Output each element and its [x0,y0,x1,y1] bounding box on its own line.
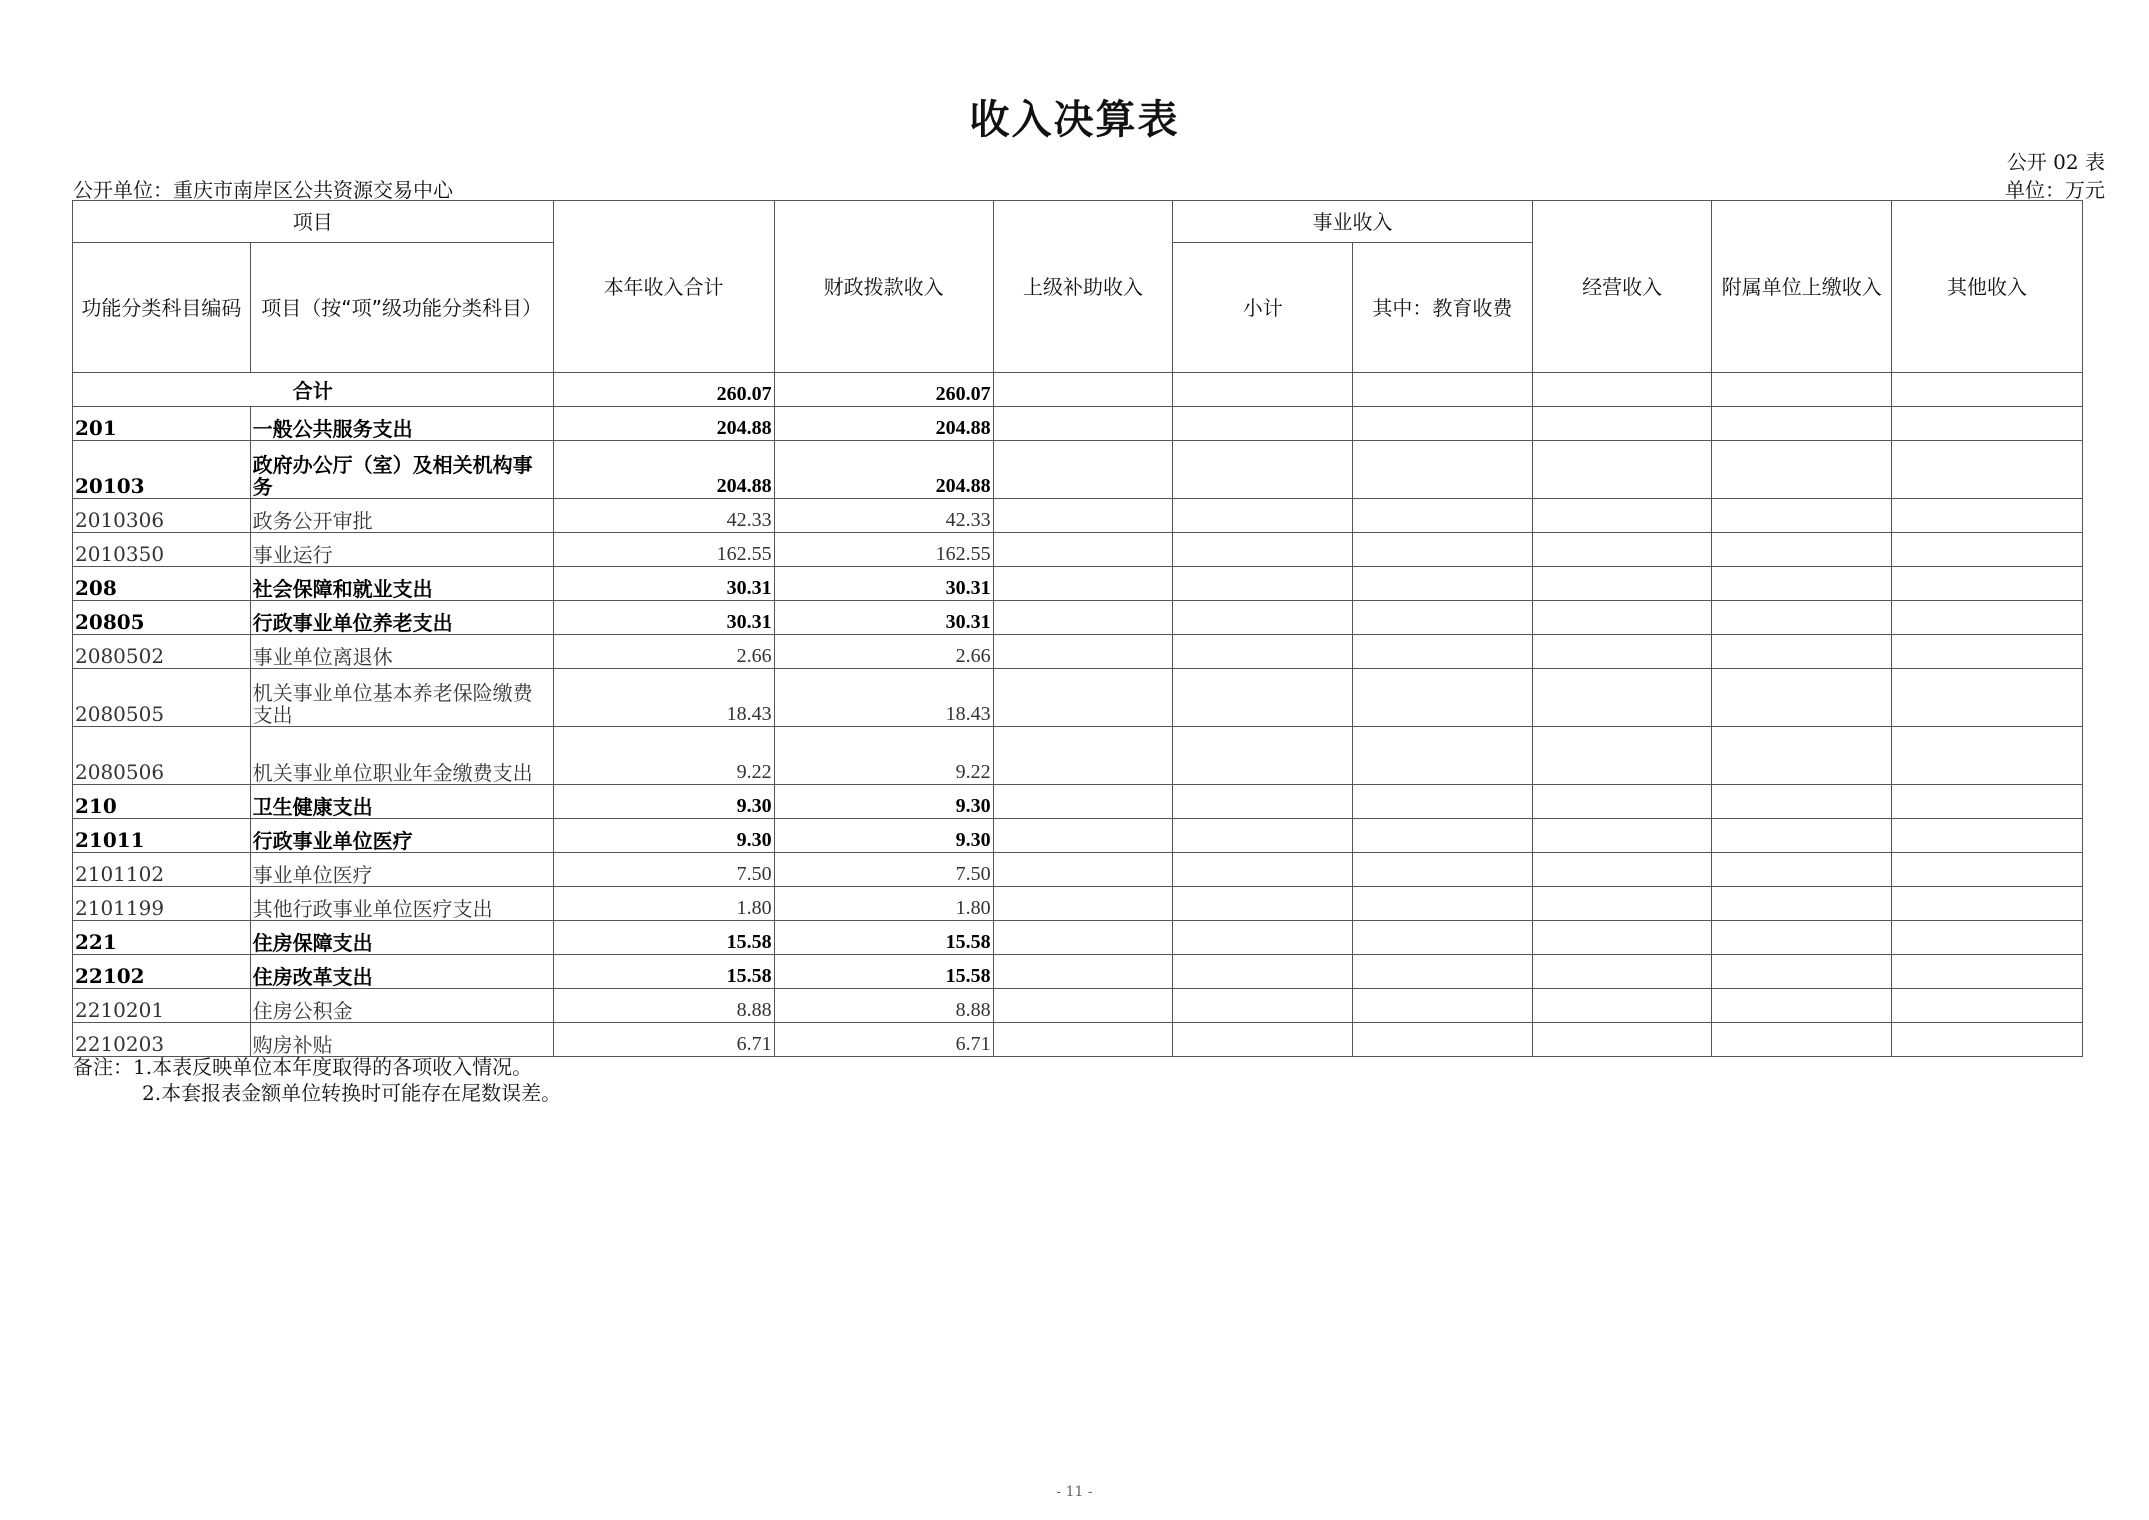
empty-cell [1712,635,1892,669]
empty-cell [1353,921,1533,955]
table-row [73,887,2083,921]
empty-cell [1892,989,2083,1023]
empty-cell [1173,635,1353,669]
row-name: 事业单位医疗 [250,853,553,887]
table-row [73,601,2083,635]
table-row [73,533,2083,567]
empty-cell [1532,785,1712,819]
row-total: 15.58 [553,955,774,989]
row-fiscal: 15.58 [774,955,993,989]
row-code: 20805 [73,601,251,635]
empty-cell [993,567,1173,601]
empty-cell [1173,669,1353,727]
row-total: 8.88 [553,989,774,1023]
row-total: 15.58 [553,921,774,955]
table-row [73,955,2083,989]
table-row [73,567,2083,601]
row-fiscal: 9.22 [774,727,993,785]
row-total: 9.30 [553,785,774,819]
header-affiliated: 附属单位上缴收入 [1712,201,1892,373]
empty-cell [1353,853,1533,887]
row-name: 购房补贴 [250,1023,553,1057]
empty-cell [1892,921,2083,955]
income-table [72,200,2083,1057]
empty-cell [1173,499,1353,533]
note-2: 2.本套报表金额单位转换时可能存在尾数误差。 [142,1081,562,1105]
empty-cell [1173,887,1353,921]
table-row [73,669,2083,727]
row-total: 9.30 [553,819,774,853]
row-total: 1.80 [553,887,774,921]
row-fiscal: 18.43 [774,669,993,727]
table-row [73,1023,2083,1057]
row-name: 卫生健康支出 [250,785,553,819]
table-row [73,989,2083,1023]
empty-cell [993,887,1173,921]
row-name: 行政事业单位养老支出 [250,601,553,635]
empty-cell [1532,819,1712,853]
header-career: 事业收入 [1173,201,1532,243]
empty-cell [993,785,1173,819]
empty-cell [1892,1023,2083,1057]
row-fiscal: 6.71 [774,1023,993,1057]
empty-cell [1353,669,1533,727]
sum-total: 260.07 [553,373,774,407]
row-code: 20103 [73,441,251,499]
empty-cell [993,727,1173,785]
empty-cell [1353,955,1533,989]
row-fiscal: 162.55 [774,533,993,567]
empty-cell [1712,1023,1892,1057]
empty-cell [1173,989,1353,1023]
empty-cell [1532,921,1712,955]
empty-cell [1173,955,1353,989]
row-code: 210 [73,785,251,819]
empty-cell [1353,407,1533,441]
empty-cell [1353,727,1533,785]
empty-cell [1173,819,1353,853]
row-total: 162.55 [553,533,774,567]
empty-cell [1173,441,1353,499]
empty-cell [1892,669,2083,727]
empty-cell [1892,955,2083,989]
row-total: 204.88 [553,407,774,441]
row-name: 政务公开审批 [250,499,553,533]
empty-cell [993,601,1173,635]
empty-cell [1712,441,1892,499]
empty-cell [1892,887,2083,921]
row-total: 30.31 [553,567,774,601]
row-total: 7.50 [553,853,774,887]
row-total: 9.22 [553,727,774,785]
empty-cell [993,853,1173,887]
empty-cell [1712,499,1892,533]
header-education: 其中：教育收费 [1353,243,1533,373]
empty-cell [993,499,1173,533]
row-name: 社会保障和就业支出 [250,567,553,601]
row-total: 204.88 [553,441,774,499]
empty-cell [1353,601,1533,635]
empty-cell [1712,989,1892,1023]
row-name: 政府办公厅（室）及相关机构事务 [250,441,553,499]
empty-cell [1532,499,1712,533]
table-row [73,921,2083,955]
header-superior: 上级补助收入 [993,201,1173,373]
page-number: - 11 - [1056,1484,1093,1500]
table-row [73,635,2083,669]
row-code: 2080505 [73,669,251,727]
empty-cell [1173,407,1353,441]
row-fiscal: 9.30 [774,819,993,853]
currency-unit: 单位：万元 [2005,178,2105,202]
empty-cell [1892,727,2083,785]
empty-cell [1892,853,2083,887]
row-total: 18.43 [553,669,774,727]
table-row [73,785,2083,819]
row-name: 住房公积金 [250,989,553,1023]
empty-cell [993,1023,1173,1057]
row-fiscal: 9.30 [774,785,993,819]
empty-cell [1712,567,1892,601]
row-code: 221 [73,921,251,955]
header-item: 项目（按“项”级功能分类科目） [250,243,553,373]
empty-cell [1532,441,1712,499]
empty-cell [1353,567,1533,601]
empty-cell [1712,669,1892,727]
row-code: 2080502 [73,635,251,669]
empty-cell [1532,955,1712,989]
table-row [73,407,2083,441]
row-name: 住房改革支出 [250,955,553,989]
empty-cell [1892,499,2083,533]
empty-cell [993,819,1173,853]
empty-cell [993,533,1173,567]
table-row [73,727,2083,785]
empty-cell [993,955,1173,989]
sum-label: 合计 [73,373,554,407]
row-name: 住房保障支出 [250,921,553,955]
empty-cell [1892,635,2083,669]
empty-cell [1173,533,1353,567]
row-total: 2.66 [553,635,774,669]
empty-cell [1892,601,2083,635]
row-code: 22102 [73,955,251,989]
header-fiscal: 财政拨款收入 [774,201,993,373]
empty-cell [1532,887,1712,921]
row-name: 其他行政事业单位医疗支出 [250,887,553,921]
header-project: 项目 [73,201,554,243]
row-code: 2210201 [73,989,251,1023]
header-code: 功能分类科目编码 [73,243,251,373]
empty-cell [1712,955,1892,989]
empty-cell [1712,853,1892,887]
row-code: 2101102 [73,853,251,887]
row-code: 208 [73,567,251,601]
empty-cell [993,441,1173,499]
empty-cell [1892,567,2083,601]
empty-cell [1173,1023,1353,1057]
row-code: 2010350 [73,533,251,567]
empty-cell [993,407,1173,441]
empty-cell [1353,785,1533,819]
row-fiscal: 30.31 [774,567,993,601]
empty-cell [1712,407,1892,441]
empty-cell [1173,727,1353,785]
empty-cell [1532,669,1712,727]
empty-cell [993,989,1173,1023]
row-name: 机关事业单位职业年金缴费支出 [250,727,553,785]
empty-cell [1892,819,2083,853]
empty-cell [1712,887,1892,921]
row-fiscal: 1.80 [774,887,993,921]
page-title: 收入决算表 [969,97,1180,143]
empty-cell [1353,533,1533,567]
row-code: 201 [73,407,251,441]
empty-cell [1353,989,1533,1023]
form-number: 公开 02 表 [2006,150,2105,174]
header-total: 本年收入合计 [553,201,774,373]
empty-cell [1712,921,1892,955]
empty-cell [1173,567,1353,601]
row-fiscal: 15.58 [774,921,993,955]
row-total: 6.71 [553,1023,774,1057]
row-fiscal: 30.31 [774,601,993,635]
row-fiscal: 204.88 [774,407,993,441]
table-row [73,819,2083,853]
empty-cell [1532,567,1712,601]
row-name: 机关事业单位基本养老保险缴费支出 [250,669,553,727]
note-1: 备注：1.本表反映单位本年度取得的各项收入情况。 [73,1055,533,1079]
row-code: 2210203 [73,1023,251,1057]
empty-cell [1173,601,1353,635]
row-name: 事业单位离退休 [250,635,553,669]
row-code: 2101199 [73,887,251,921]
empty-cell [1353,441,1533,499]
row-code: 2010306 [73,499,251,533]
empty-cell [1532,407,1712,441]
row-fiscal: 204.88 [774,441,993,499]
header-subtotal: 小计 [1173,243,1353,373]
empty-cell [1532,989,1712,1023]
empty-cell [1532,533,1712,567]
empty-cell [1892,441,2083,499]
row-fiscal: 7.50 [774,853,993,887]
table-row [73,853,2083,887]
row-fiscal: 8.88 [774,989,993,1023]
header-business: 经营收入 [1532,201,1712,373]
empty-cell [1892,533,2083,567]
empty-cell [1712,727,1892,785]
empty-cell [1712,601,1892,635]
empty-cell [1712,819,1892,853]
empty-cell [1892,785,2083,819]
row-total: 30.31 [553,601,774,635]
empty-cell [1173,785,1353,819]
empty-cell [993,635,1173,669]
sum-row [73,373,2083,407]
row-name: 行政事业单位医疗 [250,819,553,853]
row-name: 一般公共服务支出 [250,407,553,441]
empty-cell [1712,533,1892,567]
empty-cell [1892,407,2083,441]
empty-cell [1532,601,1712,635]
empty-cell [1173,921,1353,955]
row-code: 2080506 [73,727,251,785]
empty-cell [1532,635,1712,669]
row-fiscal: 2.66 [774,635,993,669]
table-row [73,499,2083,533]
table-row [73,441,2083,499]
empty-cell [1532,1023,1712,1057]
row-code: 21011 [73,819,251,853]
empty-cell [1712,785,1892,819]
empty-cell [1353,635,1533,669]
empty-cell [1353,499,1533,533]
empty-cell [993,669,1173,727]
empty-cell [993,921,1173,955]
empty-cell [1353,887,1533,921]
sum-fiscal: 260.07 [774,373,993,407]
empty-cell [1353,819,1533,853]
notes [73,1054,561,1106]
empty-cell [1532,853,1712,887]
row-total: 42.33 [553,499,774,533]
empty-cell [1353,1023,1533,1057]
reporting-organization: 公开单位：重庆市南岸区公共资源交易中心 [73,178,453,202]
empty-cell [1173,853,1353,887]
header-other: 其他收入 [1892,201,2083,373]
row-fiscal: 42.33 [774,499,993,533]
empty-cell [1532,727,1712,785]
row-name: 事业运行 [250,533,553,567]
